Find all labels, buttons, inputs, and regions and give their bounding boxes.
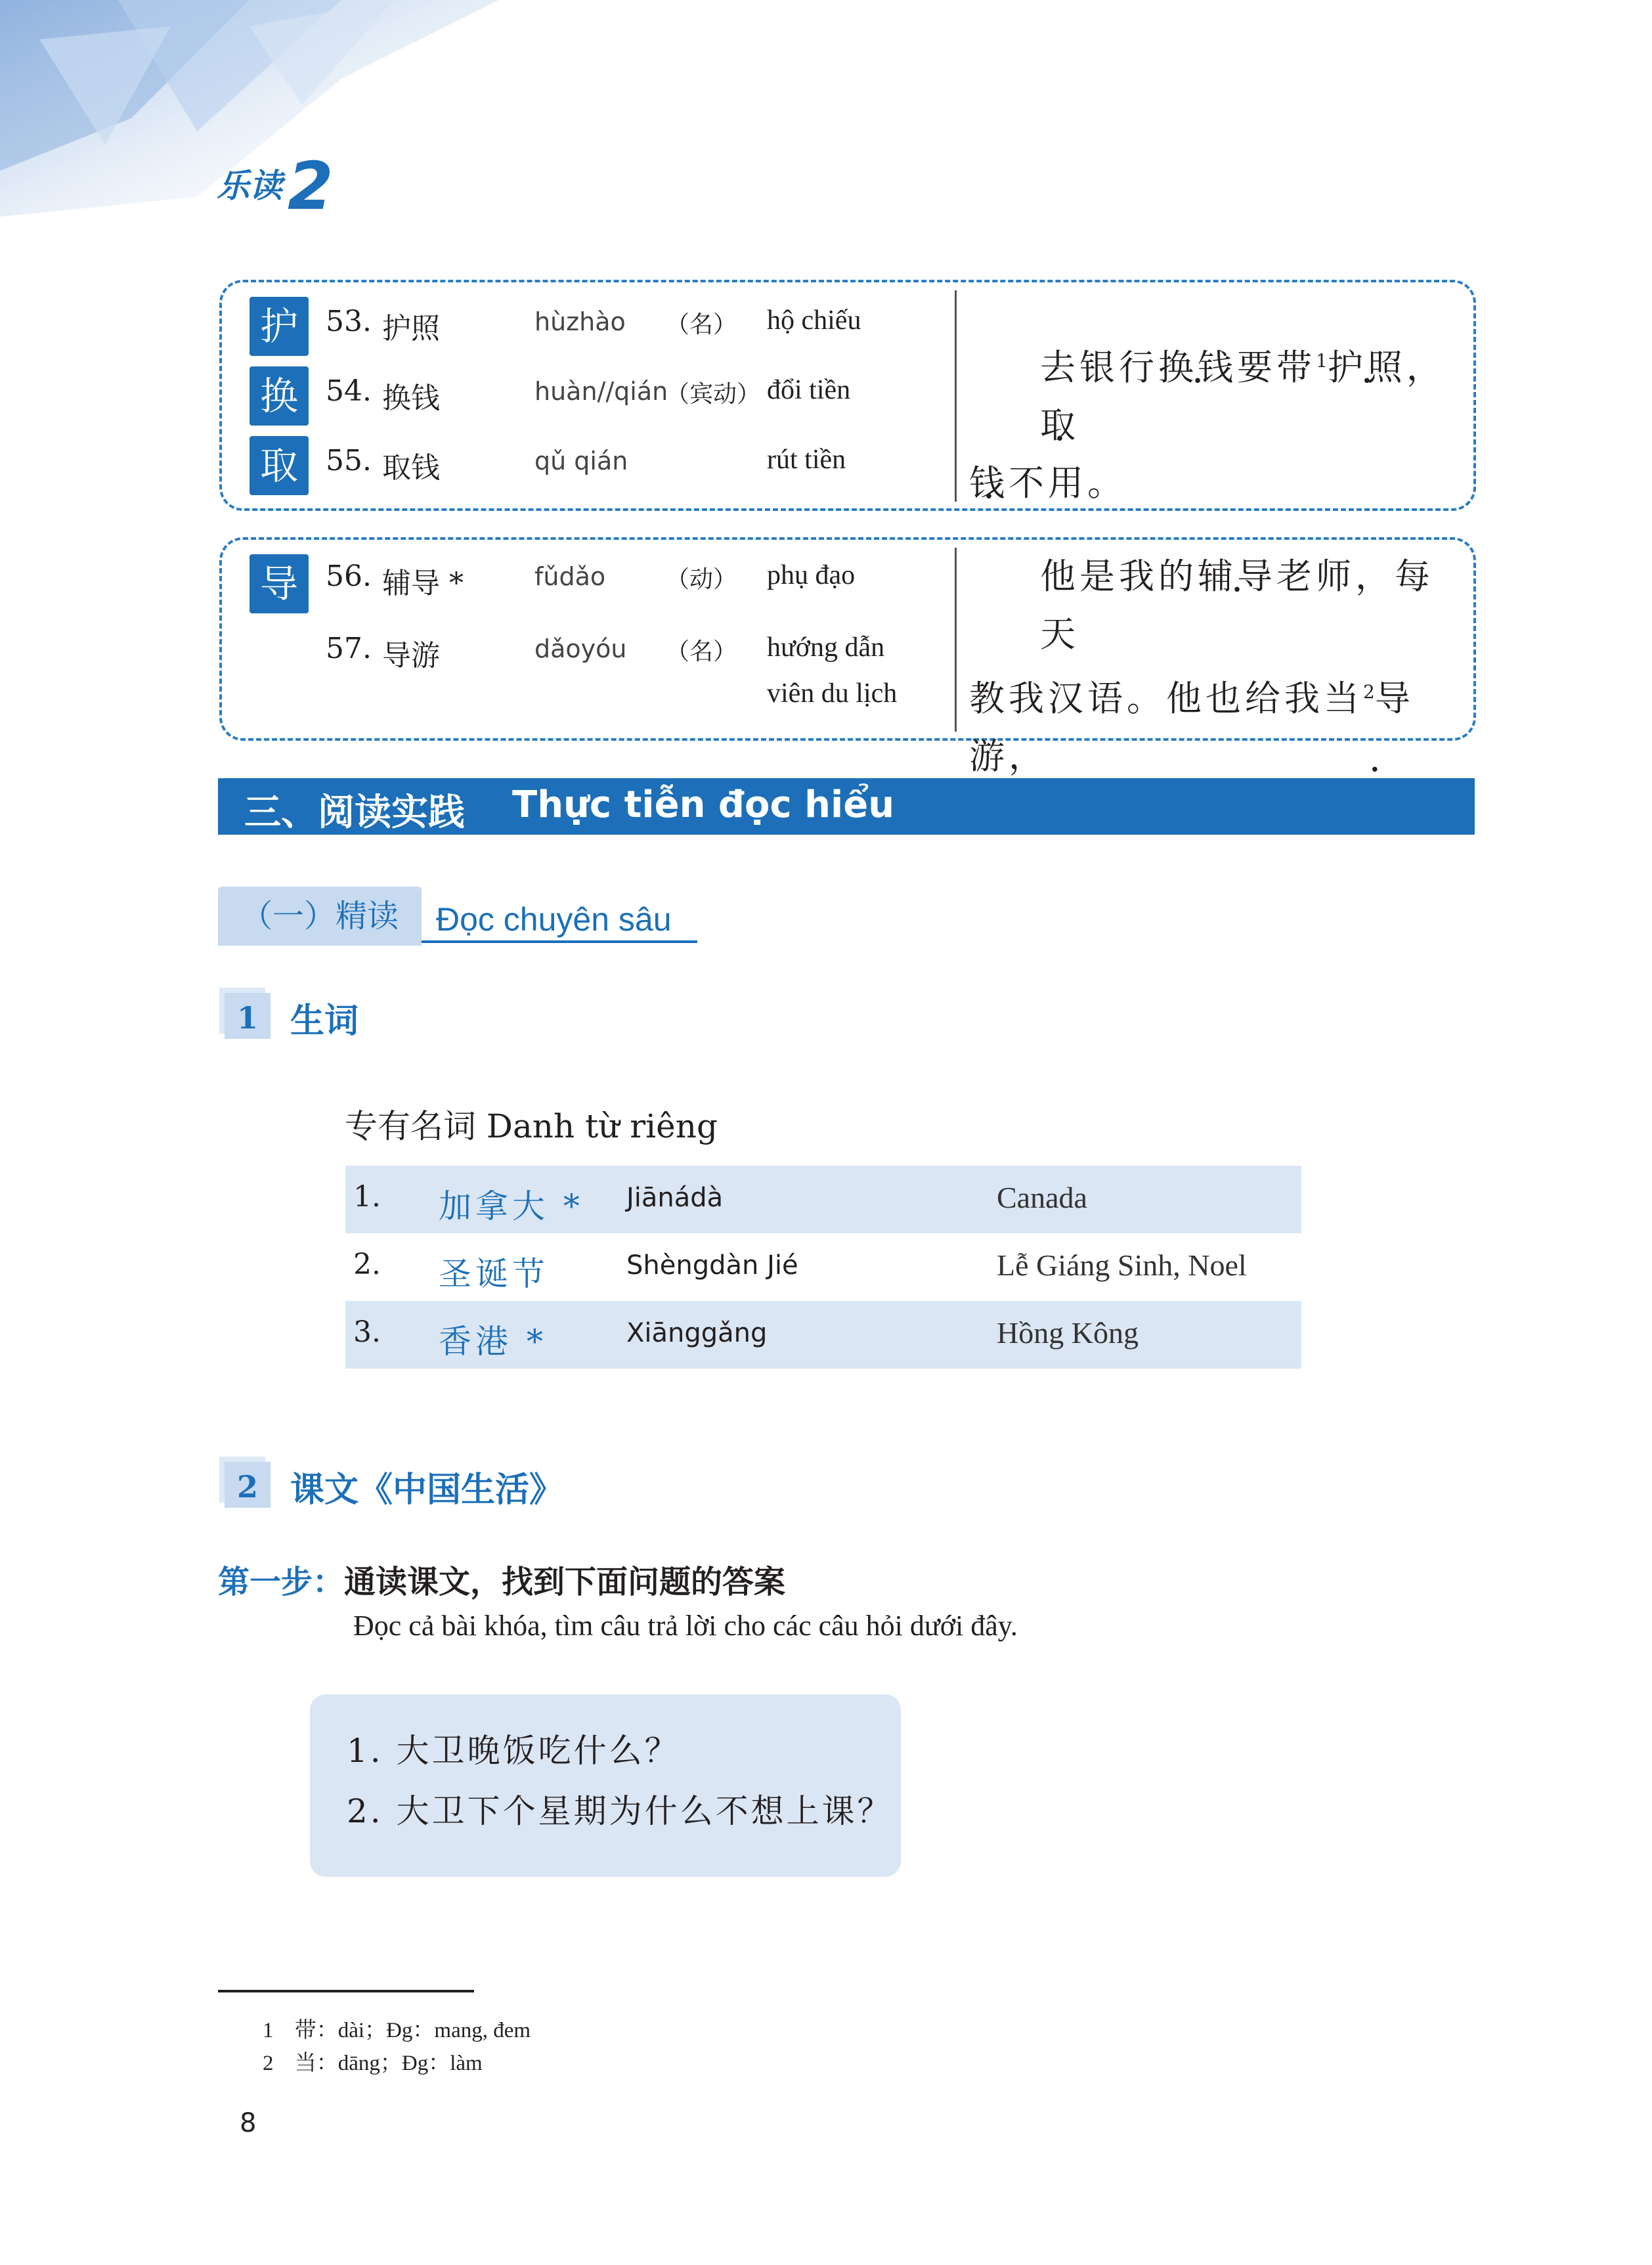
tab-intensive-reading-vi: Đọc chuyên sâu: [422, 888, 697, 943]
vocab-pos: （宾动）: [666, 381, 761, 408]
key-char: 取: [250, 436, 309, 495]
example-text: ，: [1009, 736, 1048, 777]
vocab-pos: （动）: [666, 566, 737, 593]
vocab-pinyin: hùzhào: [534, 307, 626, 336]
example-keyword: 钱: [969, 462, 1009, 504]
subsection-number: 1: [225, 993, 271, 1039]
book-number: 2: [288, 148, 334, 225]
vocab-box-1: [219, 280, 1476, 511]
row-chinese: 圣诞节: [439, 1255, 549, 1293]
vocab-number: 55.: [326, 444, 372, 477]
example-keyword: 辅导: [1198, 556, 1276, 597]
table-row: [345, 1233, 1301, 1301]
vocab-word: 辅导 *: [382, 567, 464, 600]
example-keyword: 护照: [1327, 347, 1406, 388]
step-instruction: [218, 1556, 785, 1602]
example-text: 不用。: [1009, 462, 1127, 504]
proper-nouns-title: 专有名词 Danh từ riêng: [345, 1107, 718, 1145]
footnote-ref: 2: [1363, 681, 1375, 703]
vocab-pinyin: huàn//qián: [534, 377, 668, 406]
row-vietnamese: Lễ Giáng Sinh, Noel: [997, 1248, 1247, 1282]
footnote: [263, 2013, 531, 2044]
example-text: 教我汉语。他也给我当: [969, 678, 1363, 719]
vocab-meaning: rút tiền: [767, 445, 846, 475]
vocab-word: 护照: [382, 312, 440, 345]
vocab-pinyin: fǔdǎo: [534, 562, 606, 591]
footnote-text: 当：dāng；Đg：làm: [294, 2052, 483, 2075]
vocab-word: 导游: [382, 639, 440, 672]
vocab-number: 56.: [326, 560, 372, 593]
section-header: [218, 778, 1475, 835]
example-text: 要带: [1237, 347, 1316, 388]
example-keyword: 取: [1040, 405, 1079, 446]
vocab-meaning-cont: viên du lịch: [767, 678, 898, 709]
footnote: [263, 2046, 483, 2077]
vocab-meaning: đổi tiền: [767, 375, 851, 405]
step-instruction-vi: Đọc cả bài khóa, tìm câu trả lời cho các câu hỏi dưới đây.: [353, 1610, 1018, 1642]
subsection-number: 2: [225, 1462, 271, 1508]
row-number: 3.: [353, 1315, 381, 1349]
footnote-divider: [218, 1990, 474, 1992]
example-keyword: 导游: [969, 678, 1414, 777]
section-title-vi: Thực tiễn đọc hiểu: [512, 783, 895, 826]
vocab-word: 换钱: [382, 382, 440, 415]
row-pinyin: Xiānggǎng: [626, 1318, 768, 1348]
table-row: [345, 1301, 1301, 1369]
subsection-title: 生词: [290, 1001, 359, 1041]
row-vietnamese: Canada: [997, 1181, 1087, 1214]
tab-intensive-reading: （一）精读: [218, 887, 422, 946]
step-text: 通读课文，找到下面问题的答案: [344, 1564, 786, 1600]
example-text: 老师，每天: [1040, 556, 1434, 655]
row-number: 2.: [353, 1248, 381, 1281]
vocab-number: 53.: [326, 305, 372, 338]
table-row: [345, 1166, 1301, 1233]
footnote-number: 2: [263, 2052, 274, 2075]
book-title: [217, 148, 334, 225]
row-pinyin: Jiānádà: [626, 1183, 724, 1213]
vocab-meaning: hộ chiếu: [767, 305, 861, 336]
vocab-box-2: [219, 537, 1476, 777]
row-number: 1.: [353, 1180, 381, 1214]
example-keyword: 换钱: [1158, 347, 1237, 388]
vocab-divider: [955, 548, 957, 732]
question-box: [310, 1694, 901, 1877]
footnote-text: 带：dài；Đg：mang, đem: [294, 2019, 531, 2042]
vocab-example: [969, 332, 1462, 512]
key-char: 护: [250, 297, 309, 356]
vocab-meaning: phụ đạo: [767, 560, 856, 590]
row-chinese: 香港 *: [439, 1323, 547, 1361]
vocab-pos: （名）: [666, 311, 737, 338]
footnote-ref: 1: [1316, 350, 1328, 372]
vocab-number: 54.: [326, 374, 372, 408]
vocab-number: 57.: [326, 632, 372, 665]
subsection-title: 课文《中国生活》: [290, 1470, 564, 1510]
footnote-number: 1: [263, 2019, 274, 2042]
example-text: 他是我的: [1040, 556, 1198, 597]
proper-nouns-table: [345, 1166, 1301, 1369]
row-chinese: 加拿大 *: [439, 1187, 584, 1225]
example-text: ，: [1406, 347, 1446, 388]
vocab-pinyin: qǔ qián: [534, 447, 628, 475]
question-item: 2. 大卫下个星期为什么不想上课？: [347, 1792, 893, 1830]
vocab-meaning: hướng dẫn: [767, 632, 885, 663]
example-text: 去银行: [1040, 347, 1158, 388]
book-title-text: 乐读: [217, 167, 282, 205]
question-item: 1. 大卫晚饭吃什么？: [347, 1732, 680, 1770]
vocab-word: 取钱: [382, 451, 440, 485]
step-label: 第一步：: [218, 1564, 345, 1600]
vocab-pos: （名）: [666, 638, 737, 665]
key-char: 换: [250, 366, 309, 426]
vocab-pinyin: dǎoyóu: [534, 634, 627, 663]
row-vietnamese: Hồng Kông: [997, 1316, 1139, 1350]
section-title-zh: 三、阅读实践: [244, 791, 465, 834]
vocab-divider: [955, 290, 957, 502]
row-pinyin: Shèngdàn Jié: [626, 1250, 798, 1281]
key-char: 导: [250, 554, 309, 613]
page-number: 8: [240, 2108, 257, 2138]
